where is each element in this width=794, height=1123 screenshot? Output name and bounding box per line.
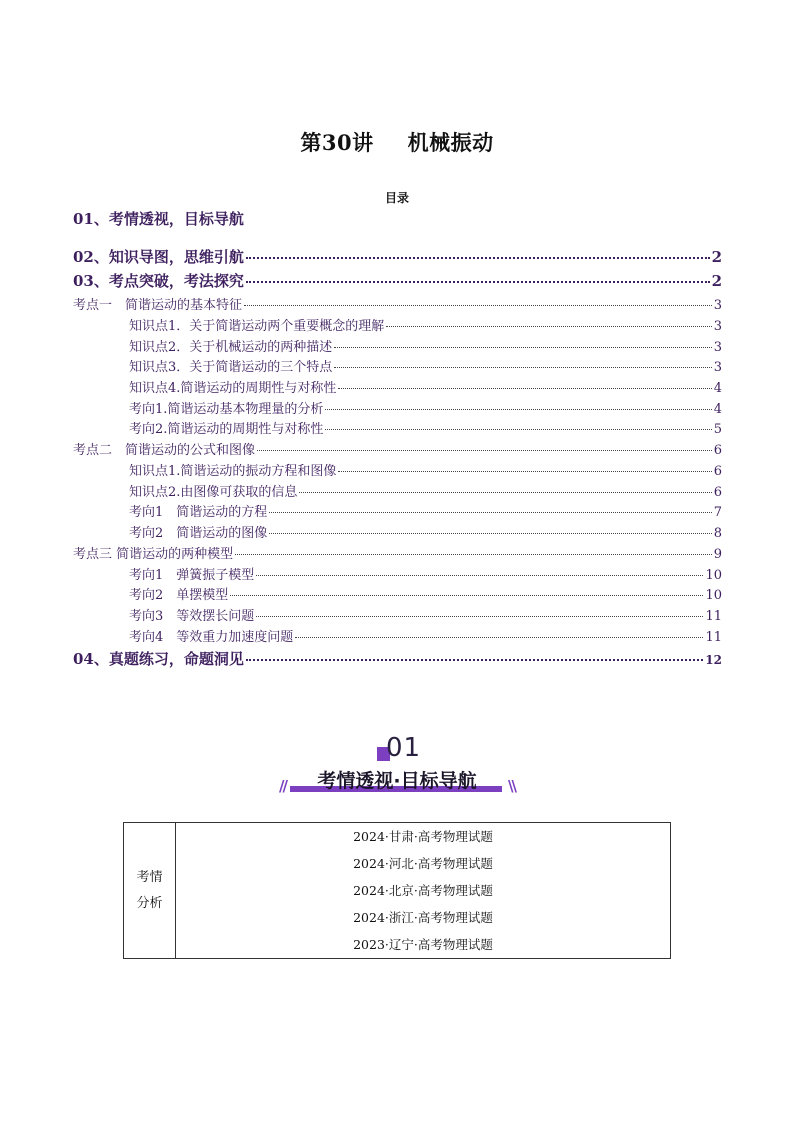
toc-entry[interactable] xyxy=(129,315,722,334)
toc-entry-label: 知识点3．关于简谐运动的三个特点 xyxy=(129,360,333,375)
toc-entry[interactable] xyxy=(129,418,722,437)
toc-entry-label: 01、考情透视，目标导航 xyxy=(73,210,244,228)
toc-entry-page: 2 xyxy=(711,248,722,266)
toc-entry-page: 4 xyxy=(713,402,722,417)
toc-entry-label: 考向2.简谐运动的周期性与对称性 xyxy=(129,422,324,437)
toc-entry-label: 考向1 弹簧振子模型 xyxy=(129,568,255,583)
toc-entry-label: 考向1.简谐运动基本物理量的分析 xyxy=(129,402,324,417)
exam-item: 2024·河北·高考物理试题 xyxy=(353,856,493,871)
lecture-topic: 机械振动 xyxy=(407,130,494,155)
toc-entry-page: 3 xyxy=(713,340,722,355)
toc-entry[interactable] xyxy=(129,377,722,396)
toc-entry[interactable] xyxy=(73,543,722,562)
section-number: 01 xyxy=(386,733,422,763)
toc-entry[interactable] xyxy=(129,564,722,583)
exam-analysis-table xyxy=(123,822,671,959)
toc-entry[interactable] xyxy=(73,294,722,313)
toc-entry-page: 7 xyxy=(713,505,722,520)
toc-entry-page: 3 xyxy=(713,319,722,334)
toc-entry[interactable] xyxy=(129,501,722,520)
document-title xyxy=(0,127,794,157)
toc-entry-label: 考向4 等效重力加速度问题 xyxy=(129,630,294,645)
slash-decoration-left: // xyxy=(279,777,286,795)
row-header-line: 分析 xyxy=(136,895,163,911)
row-header-line: 考情 xyxy=(136,869,163,885)
toc-entry-page: 9 xyxy=(713,547,722,562)
toc-entry-page: 6 xyxy=(713,485,722,500)
toc-entry[interactable] xyxy=(129,398,722,417)
toc-entry-page: 2 xyxy=(711,272,722,290)
toc-entry-page: 8 xyxy=(713,526,722,541)
toc-entry-label: 考点一 简谐运动的基本特征 xyxy=(73,298,243,313)
section-title: 考情透视·目标导航 xyxy=(317,770,477,792)
toc-entry-label: 02、知识导图，思维引航 xyxy=(73,248,244,266)
toc-entry-page: 12 xyxy=(705,653,722,667)
toc-entry[interactable] xyxy=(129,522,722,541)
toc-entry[interactable] xyxy=(73,648,722,669)
toc-entry-page: 6 xyxy=(713,464,722,479)
exam-item: 2023·辽宁·高考物理试题 xyxy=(353,937,493,952)
toc-entry-label: 知识点2．关于机械运动的两种描述 xyxy=(129,340,333,355)
toc-entry[interactable] xyxy=(129,356,722,375)
toc-entry-label: 考点二 简谐运动的公式和图像 xyxy=(73,443,256,458)
toc-entry-label: 知识点1.简谐运动的振动方程和图像 xyxy=(129,464,337,479)
toc-entry-label: 03、考点突破，考法探究 xyxy=(73,272,244,290)
toc-entry-page: 10 xyxy=(705,588,722,603)
toc-entry-label: 知识点1．关于简谐运动两个重要概念的理解 xyxy=(129,319,385,334)
toc-entry-label: 考向2 单摆模型 xyxy=(129,588,229,603)
toc-entry-page: 11 xyxy=(705,609,722,624)
toc-entry-page: 3 xyxy=(713,298,722,313)
lecture-number: 第30讲 xyxy=(300,130,374,155)
exam-item: 2024·北京·高考物理试题 xyxy=(353,883,493,898)
toc-entry-page: 4 xyxy=(713,381,722,396)
toc-entry-page: 6 xyxy=(713,443,722,458)
toc-entry-label: 考点三 简谐运动的两种模型 xyxy=(73,547,234,562)
toc-entry[interactable] xyxy=(129,605,722,624)
toc-entry-label: 考向2 简谐运动的图像 xyxy=(129,526,268,541)
row-header xyxy=(124,823,176,959)
slash-decoration-right: \\ xyxy=(508,777,515,795)
toc-entry[interactable] xyxy=(73,270,722,291)
exam-list-cell xyxy=(176,823,671,959)
toc-entry-page: 3 xyxy=(713,360,722,375)
toc-entry-label: 知识点2.由图像可获取的信息 xyxy=(129,485,298,500)
exam-item: 2024·甘肃·高考物理试题 xyxy=(353,829,493,844)
toc-entry-page: 5 xyxy=(713,422,722,437)
toc-heading: 目录 xyxy=(384,191,409,205)
toc-entry-label: 04、真题练习，命题洞见 xyxy=(73,650,244,668)
toc-entry[interactable] xyxy=(73,439,722,458)
toc-entry-page: 10 xyxy=(705,568,722,583)
toc-entry[interactable] xyxy=(73,208,722,229)
toc-entry-label: 知识点4.简谐运动的周期性与对称性 xyxy=(129,381,337,396)
toc-entry-page: 11 xyxy=(705,630,722,645)
toc-entry-label: 考向3 等效摆长问题 xyxy=(129,609,255,624)
exam-item: 2024·浙江·高考物理试题 xyxy=(353,910,493,925)
toc-entry[interactable] xyxy=(129,626,722,645)
toc-entry[interactable] xyxy=(73,246,722,267)
toc-entry[interactable] xyxy=(129,584,722,603)
toc-entry-label: 考向1 简谐运动的方程 xyxy=(129,505,268,520)
toc-entry[interactable] xyxy=(129,481,722,500)
toc-entry[interactable] xyxy=(129,460,722,479)
toc-entry[interactable] xyxy=(129,336,722,355)
